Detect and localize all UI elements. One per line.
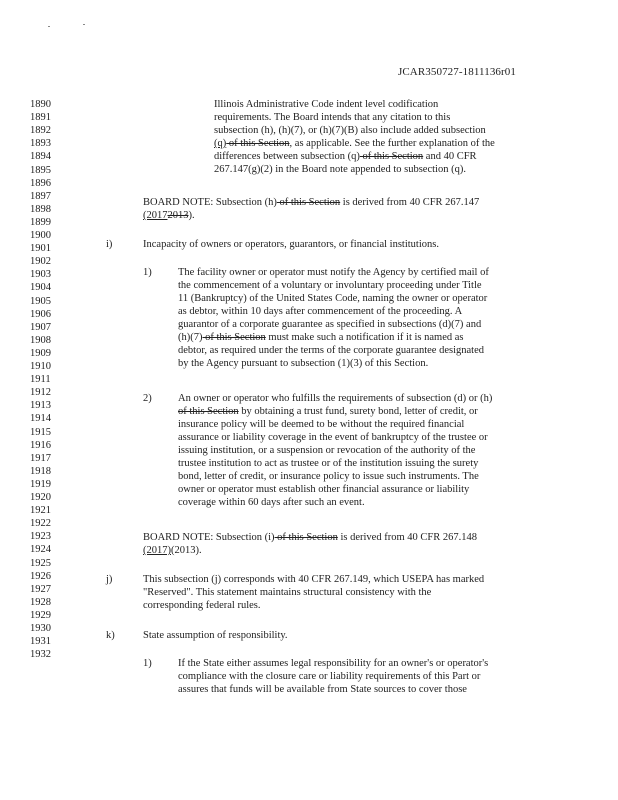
line-number: 1892 xyxy=(30,125,51,137)
board-note-i: BOARD NOTE: Subsection (i) of this Section is derived from 40 CFR 267.148 xyxy=(143,532,477,543)
line-number: 1917 xyxy=(30,452,51,464)
item-i2-line: issuing institution, or a suspension or revocation of the authority of the xyxy=(178,445,476,456)
line-number: 1901 xyxy=(30,243,51,255)
intro-line: 267.147(g)(2) in the Board note appended to subsection (q). xyxy=(214,164,466,175)
line-number: 1912 xyxy=(30,387,51,399)
line-number: 1890 xyxy=(30,99,51,110)
line-number: 1898 xyxy=(30,203,51,215)
deleted-text: of this Section xyxy=(202,332,266,343)
line-number: 1930 xyxy=(30,623,51,634)
scan-speck xyxy=(83,24,85,25)
item-i1-line: debtor, as required under the terms of the corporate guarantee designated xyxy=(178,345,484,356)
deleted-text: of this Section xyxy=(226,138,290,149)
item-i2-line: owner or operator must establish other financial assurance or liability xyxy=(178,484,470,495)
added-text: (2017 xyxy=(143,210,168,221)
board-note-i-citation: (2017)(2013). xyxy=(143,545,202,556)
line-number: 1926 xyxy=(30,570,51,582)
item-i2-line: trustee institution to act as trustee or of the institution issuing the surety xyxy=(178,458,479,469)
line-number: 1900 xyxy=(30,230,51,241)
line-number: 1906 xyxy=(30,308,51,320)
line-number: 1929 xyxy=(30,609,51,621)
line-number: 1905 xyxy=(30,295,51,307)
line-number: 1916 xyxy=(30,439,51,451)
line-number: 1931 xyxy=(30,636,51,648)
subsection-j-line: This subsection (j) corresponds with 40 CFR 267.149, which USEPA has marked xyxy=(143,574,485,585)
subsection-j-line: "Reserved". This statement maintains structural consistency with the xyxy=(143,587,432,598)
line-number: 1893 xyxy=(30,138,51,150)
line-number: 1904 xyxy=(30,282,51,294)
item-i2-line: of this Section by obtaining a trust fund, surety bond, letter of credit, or xyxy=(178,406,478,417)
subsection-k-label: k) xyxy=(106,630,115,641)
deleted-text: of this Section xyxy=(359,151,424,162)
scan-speck xyxy=(48,26,50,27)
line-number: 1920 xyxy=(30,492,51,503)
item-i1-line: as debtor, within 10 days after commencement of the proceeding. A xyxy=(178,306,463,317)
item-i2-line: bond, letter of credit, or insurance policy to issue such instruments. The xyxy=(178,471,479,482)
line-number: 1908 xyxy=(30,334,51,346)
intro-line: differences between subsection (q) of this Section and 40 CFR xyxy=(214,151,477,162)
line-number: 1911 xyxy=(30,374,51,386)
line-number: 1903 xyxy=(30,269,51,281)
board-note-h: BOARD NOTE: Subsection (h) of this Section is derived from 40 CFR 267.147 xyxy=(143,197,480,208)
line-number: 1927 xyxy=(30,583,51,595)
line-number: 1921 xyxy=(30,505,51,517)
line-number: 1914 xyxy=(30,413,51,425)
item-i2-line: coverage within 60 days after such an event. xyxy=(178,497,365,508)
line-number: 1891 xyxy=(30,112,51,124)
item-i2-label: 2) xyxy=(143,393,152,404)
subsection-j-label: j) xyxy=(106,574,113,585)
line-number: 1924 xyxy=(30,544,51,556)
item-i1-label: 1) xyxy=(143,267,152,278)
line-number: 1918 xyxy=(30,465,51,477)
subsection-i-label: i) xyxy=(106,239,113,250)
line-number: 1899 xyxy=(30,216,51,228)
intro-line: subsection (h), (h)(7), or (h)(7)(B) also include added subsection xyxy=(214,125,486,136)
line-number: 1925 xyxy=(30,557,51,569)
line-number: 1907 xyxy=(30,321,51,333)
line-number: 1894 xyxy=(30,151,51,163)
intro-line: requirements. The Board intends that any citation to this xyxy=(214,112,451,123)
line-number: 1895 xyxy=(30,164,51,176)
board-note-h-citation: (20172013). xyxy=(143,210,195,221)
line-number: 1909 xyxy=(30,347,51,359)
line-number: 1913 xyxy=(30,400,51,412)
subsection-j-line: corresponding federal rules. xyxy=(143,600,261,611)
item-k1-line: compliance with the closure care or liability requirements of this Part or xyxy=(178,671,481,682)
line-number: 1897 xyxy=(30,190,51,202)
line-number: 1902 xyxy=(30,256,51,268)
item-i1-line: guarantor of a corporate guarantee as specified in subsections (d)(7) and xyxy=(178,319,482,330)
item-k1-line: assures that funds will be available from State sources to cover those xyxy=(178,684,467,695)
item-k1-label: 1) xyxy=(143,658,152,669)
line-number: 1919 xyxy=(30,478,51,490)
document-id: JCAR350727-1811136r01 xyxy=(397,66,516,78)
subsection-i-heading: Incapacity of owners or operators, guarantors, or financial institutions. xyxy=(143,239,439,250)
item-i1-line: the commencement of a voluntary or involuntary proceeding under Title xyxy=(178,280,482,291)
line-number: 1896 xyxy=(30,177,51,189)
line-number: 1922 xyxy=(30,518,51,530)
line-number: 1910 xyxy=(30,361,51,372)
deleted-text: of this Section xyxy=(274,532,338,543)
item-i2-line: insurance policy will be deemed to be without the required financial xyxy=(178,419,465,430)
line-number: 1928 xyxy=(30,596,51,608)
item-i1-line: The facility owner or operator must notify the Agency by certified mail of xyxy=(178,267,489,278)
item-i1-line: (h)(7) of this Section must make such a notification if it is named as xyxy=(178,332,464,343)
item-i2-line: assurance or liability coverage in the event of bankruptcy of the trustee or xyxy=(178,432,488,443)
deleted-text: of this Section xyxy=(276,197,341,208)
subsection-k-heading: State assumption of responsibility. xyxy=(143,630,288,641)
item-i1-line: 11 (Bankruptcy) of the United States Code, naming the owner or operator xyxy=(178,293,488,304)
added-text: (q) xyxy=(214,138,227,149)
item-i2-line: An owner or operator who fulfills the requirements of subsection (d) or (h) xyxy=(178,393,493,404)
intro-line: Illinois Administrative Code indent level codification xyxy=(214,99,439,110)
line-number: 1915 xyxy=(30,426,51,438)
item-k1-line: If the State either assumes legal responsibility for an owner's or operator's xyxy=(178,658,489,669)
line-number: 1932 xyxy=(30,649,51,661)
item-i1-line: by the Agency pursuant to subsection (1)(3) of this Section. xyxy=(178,358,429,369)
intro-line: (q) of this Section, as applicable. See the further explanation of the xyxy=(214,138,495,149)
deleted-text: 2013 xyxy=(167,210,189,221)
deleted-text: of this Section xyxy=(178,406,239,417)
line-number: 1923 xyxy=(30,531,51,543)
added-text: (2017) xyxy=(143,545,171,556)
